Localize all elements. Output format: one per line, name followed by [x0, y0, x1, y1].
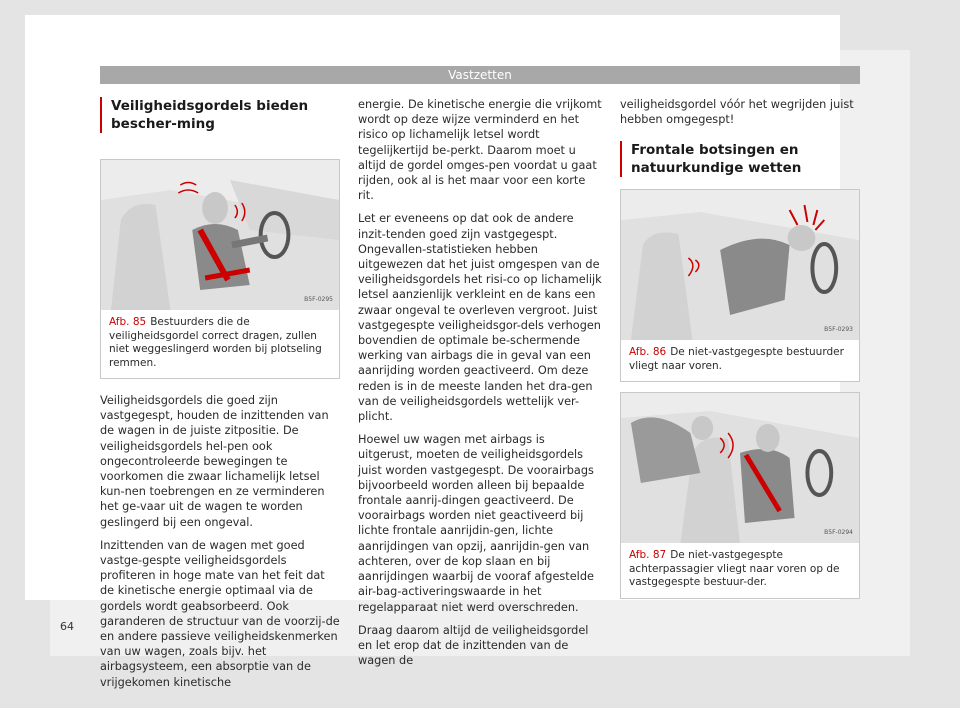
section-header: Vastzetten: [100, 66, 860, 84]
rear-passenger-illustration: [621, 393, 859, 543]
figure-86: [620, 189, 860, 382]
figure-caption-text: De niet-vastgegespte bestuurder vliegt naar voren.: [629, 346, 844, 372]
figure-caption: [621, 340, 859, 381]
column-right: [620, 97, 860, 599]
body-text: [100, 393, 340, 690]
figure-label: Afb. 85: [109, 316, 147, 328]
figure-caption-text: Bestuurders die de veiligheidsgordel correct dragen, zullen niet weggeslingerd worden bij plotseling remmen.: [109, 316, 322, 369]
figure-label: Afb. 87: [629, 549, 667, 562]
section-heading: Frontale botsingen en natuurkundige wetten: [620, 141, 860, 177]
figure-image: [621, 190, 859, 340]
page-number: 64: [60, 620, 74, 633]
paragraph: Draag daarom altijd de veiligheidsgordel en let erop dat de inzittenden van de wagen de: [358, 623, 589, 668]
paragraph: Let er eveneens op dat ook de andere inzit-tenden goed zijn vastgegespt. Ongevallen-statistieken hebben uitgewezen dat het juist omgespen van de veiligheidsgordels het risi-co op lichamelijk letsel aanzienlijk verkleint en de kans een zwaar ongeval te overleven vergroot. Juist vastgegespte veiligheidsgor-dels verhogen bovendien de optimale be-schermende werking van airbags die in geval van een aanrijding worden geactiveerd. Om deze reden is in de meeste landen het dra-gen van de veiligheidsgordels wettelijk ver-plicht.: [358, 212, 602, 424]
column-left: [100, 97, 340, 698]
figure-image: [621, 393, 859, 543]
paragraph: Veiligheidsgordels die goed zijn vastgegespt, houden de inzittenden van de wagen in de juiste zitpositie. De veiligheidsgordels hel-pen ook ongecontroleerde bewegingen te voorkomen die zwaar lichamelijk letsel kun-nen toebrengen en ze verminderen het ge-vaar uit de wagen te worden geslingerd bij een ongeval.: [100, 394, 329, 529]
figure-caption: [621, 543, 859, 598]
unbelted-driver-illustration: [621, 190, 859, 340]
figure-code: B5F-0295: [304, 295, 333, 303]
paragraph: veiligheidsgordel vóór het wegrijden juist hebben omgegespt!: [620, 98, 854, 127]
column-middle: [358, 97, 602, 676]
figure-87: [620, 392, 860, 599]
figure-caption: [101, 310, 339, 378]
section-heading: Veiligheidsgordels bieden bescher-ming: [100, 97, 340, 133]
figure-85: [100, 159, 340, 379]
paragraph: Hoewel uw wagen met airbags is uitgerust, moeten de veiligheidsgordels juist worden vastgegespt. De voorairbags bijvoorbeeld worden alleen bij bepaalde frontale aanrij-dingen geactiveerd. De voorairbags worden niet geactiveerd bij lichte frontale aanrijdin-gen, lichte aanrijdingen van opzij, aanrijdin-gen van achteren, over de kop slaan en bij aanrijdingen waarbij de vooraf afgestelde air-bag-activeringswaarde in het regelapparaat niet werd overschreden.: [358, 433, 594, 614]
figure-label: Afb. 86: [629, 346, 667, 359]
paragraph: energie. De kinetische energie die vrijkomt wordt op deze wijze verminderd en het risico op lichamelijk letsel wordt tegelijkertijd be-perkt. Daarom moet u altijd de gordel omges-pen voordat u gaat rijden, ook al is het maar voor een korte rit.: [358, 98, 602, 203]
figure-image: [101, 160, 339, 310]
figure-code: B5F-0294: [824, 529, 853, 537]
paragraph: Inzittenden van de wagen met goed vastge-gespte veiligheidsgordels profiteren in hoge mate van het feit dat de kinetische energie optimaal via de gordels wordt geabsorbeerd. Ook garanderen de structuur van de voorzij-de en andere passieve veiligheidskenmerken van uw wagen, zoals bijv. het airbagsysteem, een absorptie van de vrijgekomen kinetische: [100, 538, 340, 689]
belted-driver-illustration: [101, 160, 339, 310]
figure-caption-text: De niet-vastgegespte achterpassagier vliegt naar voren op de vastgegespte bestuur-der.: [629, 549, 840, 589]
figure-code: B5F-0293: [824, 326, 853, 334]
